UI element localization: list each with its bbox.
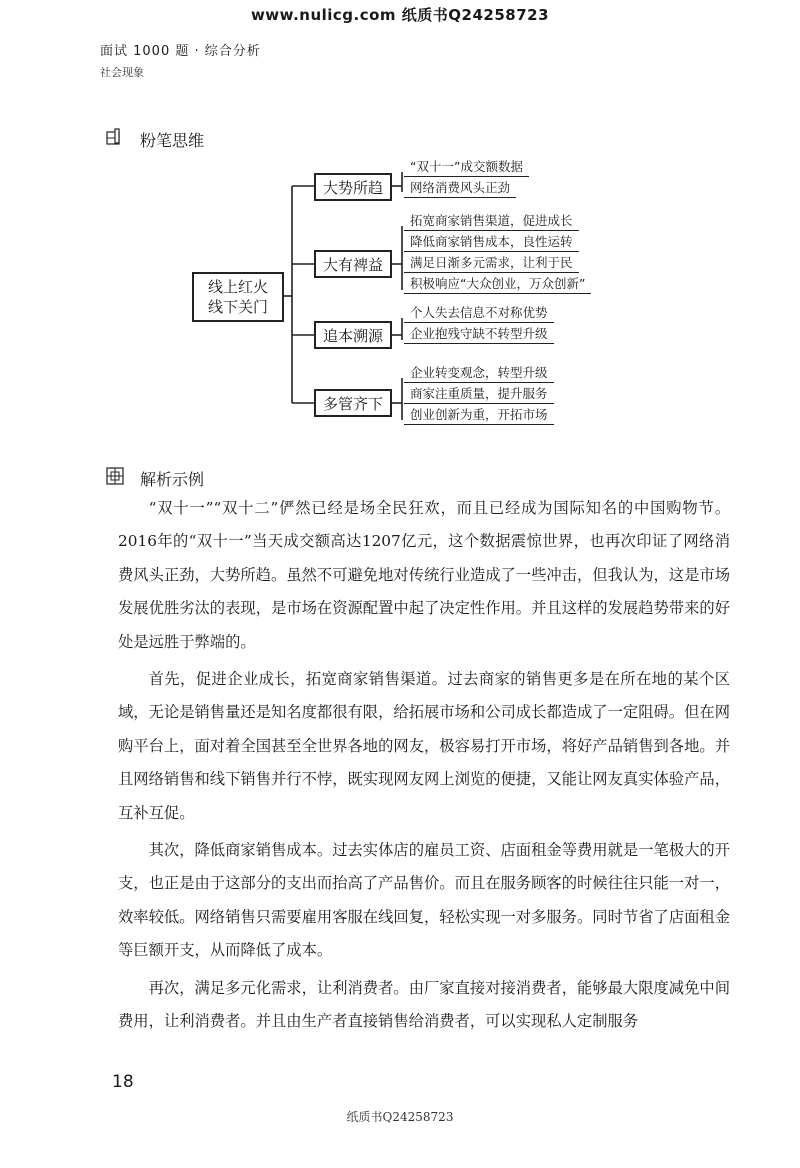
paragraph-4: 再次，满足多元化需求，让利消费者。由厂家直接对接消费者，能够最大限度减免中间费用，让利消费者。并且由生产者直接销售给消费者，可以实现私人定制服务: [118, 978, 730, 1031]
root-line-2: 线下关门: [207, 298, 268, 316]
branch-measures: 多管齐下: [314, 389, 392, 417]
page-number: 18: [112, 1072, 134, 1092]
leaf-benefit-1: 拓宽商家销售渠道，促进成长: [404, 211, 579, 231]
leaf-benefit-3: 满足日渐多元需求，让利于民: [404, 253, 579, 273]
branch-trend: 大势所趋: [314, 173, 392, 201]
branch-benefit: 大有裨益: [314, 250, 392, 278]
leaf-measures-2: 商家注重质量，提升服务: [404, 384, 554, 404]
body-text: [118, 492, 730, 1043]
leaf-origin-2: 企业抱残守缺不转型升级: [404, 324, 554, 344]
mind-map-connectors: [0, 0, 800, 460]
leaf-origin-1: 个人失去信息不对称优势: [404, 303, 554, 323]
leaf-measures-1: 企业转变观念，转型升级: [404, 363, 554, 383]
mind-map-root: [192, 272, 284, 322]
branch-origin: 追本溯源: [314, 321, 392, 349]
running-head-subtitle: 社会现象: [100, 66, 144, 79]
section-title-thinking: 粉笔思维: [140, 131, 205, 150]
section-title-analysis: 解析示例: [140, 470, 205, 489]
running-head-title: 面试 1000 题 · 综合分析: [100, 44, 261, 59]
leaf-benefit-4: 积极响应“大众创业，万众创新”: [404, 274, 591, 294]
leaf-trend-2: 网络消费风头正劲: [404, 178, 516, 198]
paragraph-1: “双十一”“双十二”俨然已经是场全民狂欢，而且已经成为国际知名的中国购物节。2016年的“双十一”当天成交额高达1207亿元，这个数据震惊世界，也再次印证了网络消费风头正劲，大势所趋。虽然不可避免地对传统行业造成了一些冲击，但我认为，这是市场发展优胜劣汰的表现，是市场在资源配置中起了决定性作用。并且这样的发展趋势带来的好处是远胜于弊端的。: [118, 499, 730, 651]
watermark-bottom: 纸质书Q24258723: [346, 1110, 454, 1124]
grid-cross-icon: [106, 467, 124, 485]
watermark-top: www.nulicg.com 纸质书Q24258723: [250, 6, 550, 24]
leaf-benefit-2: 降低商家销售成本，良性运转: [404, 232, 579, 252]
leaf-trend-1: “双十一”成交额数据: [404, 157, 529, 177]
root-line-1: 线上红火: [207, 278, 268, 296]
leaf-measures-3: 创业创新为重，开拓市场: [404, 405, 554, 425]
paragraph-3: 其次，降低商家销售成本。过去实体店的雇员工资、店面租金等费用就是一笔极大的开支，也正是由于这部分的支出而抬高了产品售价。而且在服务顾客的时候往往只能一对一，效率较低。网络销售只需要雇用客服在线回复，轻松实现一对多服务。同时节省了店面租金等巨额开支，从而降低了成本。: [118, 841, 730, 960]
paragraph-2: 首先，促进企业成长，拓宽商家销售渠道。过去商家的销售更多是在所在地的某个区域，无论是销售量还是知名度都很有限，给拓展市场和公司成长都造成了一定阻碍。但在网购平台上，面对着全国甚至全世界各地的网友，极容易打开市场，将好产品销售到各地。并且网络销售和线下销售并行不悖，既实现网友网上浏览的便捷，又能让网友真实体验产品，互补互促。: [118, 670, 730, 822]
